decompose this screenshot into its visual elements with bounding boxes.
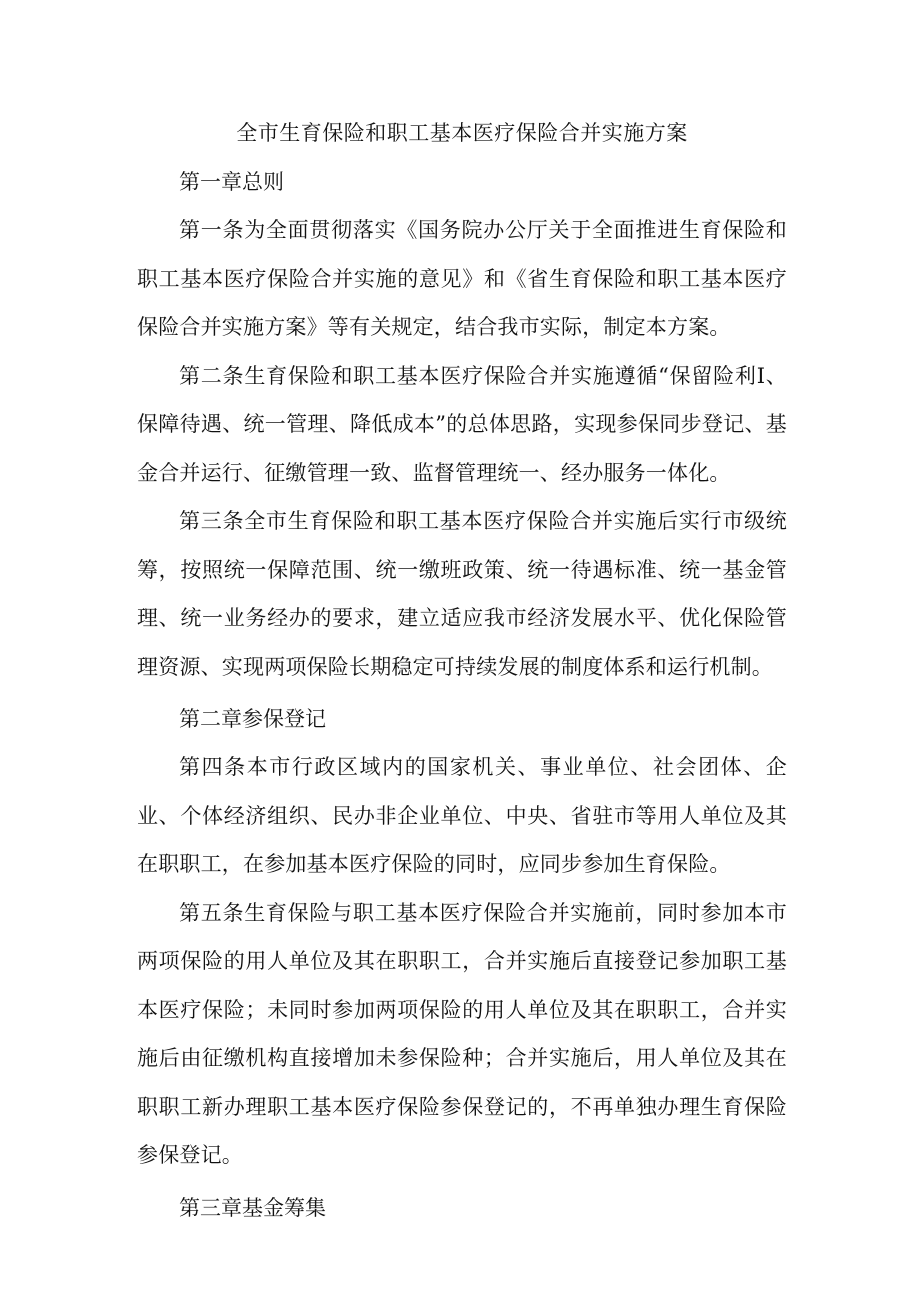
chapter-heading-2: 第二章参保登记 (179, 707, 326, 731)
document-title: 全市生育保险和职工基本医疗保险合并实施方案 (236, 121, 688, 145)
document-body (137, 112, 787, 1232)
chapter-heading-3: 第三章基金筹集 (179, 1195, 326, 1220)
article-1-paragraph: 第一条为全面贯彻落实《国务院办公厅关于全面推进生育保险和职工基本医疗保险合并实施的意见》和《省生育保险和职工基本医疗保险合并实施方案》等有关规定，结合我市实际，制定本方案。 (137, 218, 787, 339)
article-2-paragraph: 第二条生育保险和职工基本医疗保险合并实施遵循“保留险利I、保障待遇、统一管理、降低成本”的总体思路，实现参保同步登记、基金合并运行、征缴管理一致、监督管理统一、经办服务一体化。 (137, 363, 787, 485)
article-4-paragraph: 第四条本市行政区域内的国家机关、事业单位、社会团体、企业、个体经济组织、民办非企业单位、中央、省驻市等用人单位及其在职职工，在参加基本医疗保险的同时，应同步参加生育保险。 (137, 755, 787, 876)
article-5-paragraph: 第五条生育保险与职工基本医疗保险合并实施前，同时参加本市两项保险的用人单位及其在职职工，合并实施后直接登记参加职工基本医疗保险；未同时参加两项保险的用人单位及其在职职工，合并实施后由征缴机构直接增加未参保险种；合并实施后，用人单位及其在职职工新办理职工基本医疗保险参保登记的，不再单独办理生育保险参保登记。 (137, 900, 787, 1167)
chapter-heading-1: 第一章总则 (179, 170, 284, 194)
article-3-paragraph: 第三条全市生育保险和职工基本医疗保险合并实施后实行市级统筹，按照统一保障范围、统一缴班政策、统一待遇标准、统一基金管理、统一业务经办的要求，建立适应我市经济发展水平、优化保险管理资源、实现两项保险长期稳定可持续发展的制度体系和运行机制。 (137, 509, 787, 679)
